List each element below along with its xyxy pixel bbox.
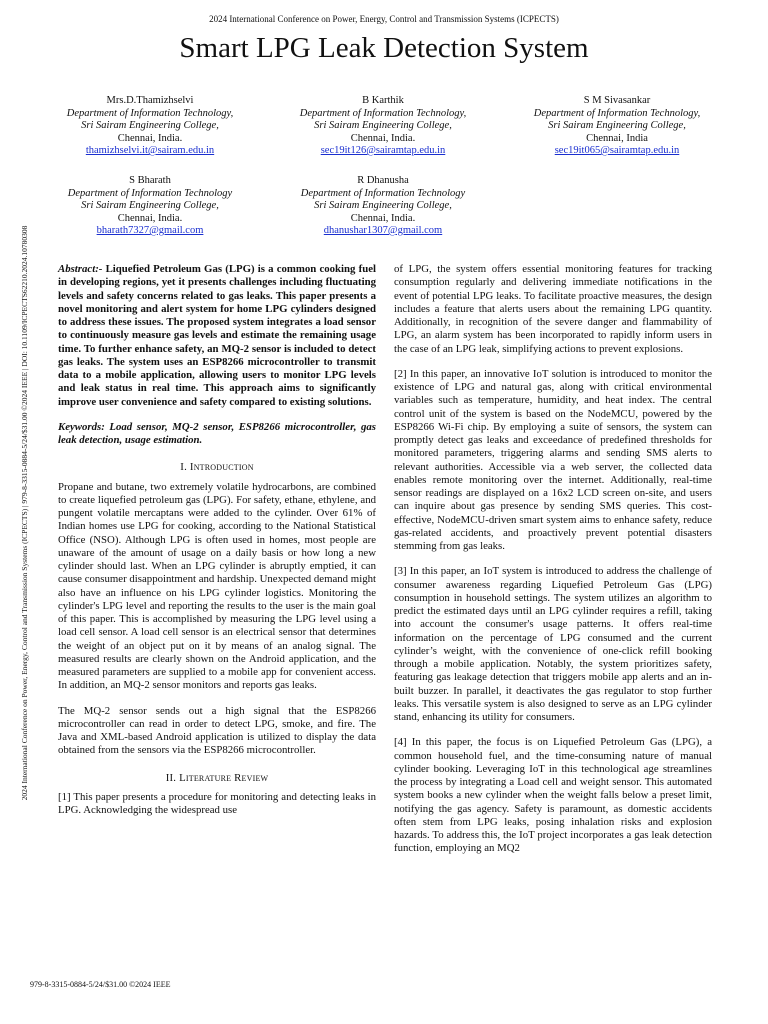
keywords: Keywords: Load sensor, MQ-2 sensor, ESP8266 microcontroller, gas leak detection, usage estimation.: [58, 420, 376, 446]
author-email-link[interactable]: dhanushar1307@gmail.com: [323, 225, 443, 236]
side-stamp: [20, 138, 32, 888]
author-block-1: [40, 95, 260, 158]
side-stamp-text: 2024 International Conference on Power, Energy, Control and Transmission Systems (ICPECTS) | 979-8-3315-0884-5/24/$31.00 ©2024 IEEE | DOI: 10.1109/ICPECTS62210.2024.10780308: [20, 225, 29, 801]
author-city: Chennai, India.: [350, 132, 416, 144]
lit-paragraph-3: [3] In this paper, an IoT system is introduced to address the challenge of consumer awareness regarding Liquefied Petroleum Gas (LPG) consumption in household settings. The system utilizes an algorithm to predict the estimated days until an LPG cylinder requires a refill, taking into account the consumer's usage patterns. It offers real-time information on the percentage of LPG consumed and the current cylinder’s weight, with the convenience of one-click refill booking through a mobile application. Notably, the system prioritizes safety, featuring gas leakage detection that triggers mobile app alerts and an in-built buzzer. In parallel, it deactivates the gas regulator to stop further leaks. This versatile system is also designed to serve as an LPG cylinder stand, enhancing its utility for consumers.: [394, 565, 712, 723]
author-city: Chennai, India.: [117, 212, 183, 224]
author-dept: Department of Information Technology: [67, 187, 233, 199]
author-email-link[interactable]: sec19it065@sairamtap.edu.in: [554, 145, 680, 156]
copyright-footer: 979-8-3315-0884-5/24/$31.00 ©2024 IEEE: [30, 980, 171, 989]
abstract-label: Abstract:-: [58, 263, 103, 275]
intro-paragraph-2: The MQ-2 sensor sends out a high signal that the ESP8266 microcontroller can read in order to detect LPG, smoke, and fire. The Java and XML-based Android application is utilized to display the data obtained from the sensors via the ESP8266 microcontroller.: [58, 704, 376, 757]
author-block-5: [273, 175, 493, 238]
section-heading-literature-review: [58, 772, 376, 785]
author-email-link[interactable]: bharath7327@gmail.com: [96, 225, 204, 236]
right-column: [394, 263, 712, 868]
section-numeral: I.: [180, 461, 187, 474]
author-city: Chennai, India.: [350, 212, 416, 224]
author-name: S Bharath: [129, 175, 171, 186]
author-email-link[interactable]: sec19it126@sairamtap.edu.in: [320, 145, 446, 156]
lit-paragraph-4: [4] In this paper, the focus is on Liquefied Petroleum Gas (LPG), a common household fuel, and the time-consuming nature of manual cylinder booking. Leveraging IoT in this technological age streamlines the process by integrating a Load cell and weight sensor. This automated system books a new cylinder when the weight falls below a preset limit, notifying the gas agency. Safety is paramount, as domestic accidents often stem from LPG leaks, posing inhalation risks and explosion hazards. To address this, the IoT project incorporates a gas leak detection function, employing an MQ2: [394, 736, 712, 855]
lit-paragraph-1-start: [1] This paper presents a procedure for monitoring and detecting leaks in LPG. Acknowledging the widespread use: [58, 790, 376, 816]
author-dept: Department of Information Technology,: [299, 107, 467, 119]
section-title: Literature Review: [179, 771, 269, 784]
author-college: Sri Sairam Engineering College,: [81, 120, 219, 131]
conference-header: 2024 International Conference on Power, Energy, Control and Transmission Systems (ICPECTS): [209, 14, 559, 24]
author-block-3: [507, 95, 727, 158]
author-college: Sri Sairam Engineering College,: [314, 120, 452, 131]
author-name: Mrs.D.Thamizhselvi: [106, 95, 194, 106]
author-city: Chennai, India: [586, 132, 648, 144]
lit-paragraph-2: [2] In this paper, an innovative IoT solution is introduced to monitor the existence of LPG and natural gas, along with critical environmental variables such as temperature, humidity, and heat index. The central control unit of the system is based on the NodeMCU, powered by the ESP8266 Wi-Fi chip. By employing a suite of sensors, the system can promptly detect gas leaks and exceedance of predefined thresholds for monitored parameters, triggering alarms and sending SMS alerts to relevant authorities. Accessible via a web server, the collected data enables remote monitoring over the internet. Additionally, real-time sensor readings are displayed on a 16x2 LCD screen on-site, and users can inquire about gas presence by sending SMS queries. This cost-effective, NodeMCU-driven smart system aims to enhance safety, reduce gas-related accidents, and proactively prevent potential disasters stemming from gas leaks.: [394, 367, 712, 552]
paper-title: Smart LPG Leak Detection System: [179, 32, 589, 64]
author-name: B Karthik: [362, 95, 404, 106]
author-block-4: [40, 175, 260, 238]
left-column: [58, 263, 376, 829]
author-dept: Department of Information Technology: [300, 187, 466, 199]
author-email-link[interactable]: thamizhselvi.it@sairam.edu.in: [85, 145, 215, 156]
section-numeral: II.: [165, 771, 177, 784]
author-college: Sri Sairam Engineering College,: [314, 200, 452, 211]
lit-paragraph-1-continued: of LPG, the system offers essential monitoring features for tracking consumption regularly and delivering immediate notifications in the event of potential LPG leaks. To facilitate proactive measures, the design includes a feature that alerts users about the remaining LPG quantity. Additionally, in recognition of the severe danger and flammability of LPG, an alarm system has been incorporated to rapidly inform users in the case of an LPG leak, simplifying actions to prevent explosions.: [394, 263, 712, 355]
author-college: Sri Sairam Engineering College,: [548, 120, 686, 131]
author-dept: Department of Information Technology,: [66, 107, 234, 119]
author-name: S M Sivasankar: [583, 95, 651, 106]
section-title: Introduction: [189, 461, 254, 474]
author-college: Sri Sairam Engineering College,: [81, 200, 219, 211]
abstract-text: Liquefied Petroleum Gas (LPG) is a common cooking fuel in developing regions, yet it presents challenges including fluctuating levels and safety concerns related to gas leaks. This paper presents a novel monitoring and alert system for home LPG cylinders designed to address these issues. The proposed system integrates a load sensor to continuously measure gas levels and estimate the remaining usage time. To further enhance safety, an MQ-2 sensor is included to detect gas leaks. The system uses an ESP8266 microcontroller to transmit data to a mobile application, allowing users to monitor LPG levels and leak status in real time. This approach aims to significantly improve user convenience and safety compared to existing solutions.: [58, 263, 376, 408]
intro-paragraph-1: Propane and butane, two extremely volatile hydrocarbons, are combined to create liquefied petroleum gas (LPG). For safety, ethane, ethylene, and pungent volatile mercaptans were added to the cylinder. Over 61% of Indian homes use LPG for cooking, according to the National Statistical Office (NSO). Although LPG is often used in homes, most people are unaware of the amount of usage on a daily basis or how long a new cylinder should last. When an LPG cylinder is abruptly emptied, it can cause consumer disappointment and hardship. Unexpected demand might also have an influence on his LPG cylinder logistics. Monitoring the cylinder's LPG level and reporting the results to the user is the main goal of this paper. This is accomplished by measuring the LPG level using a load cell sensor. A load cell sensor is an electrical sensor that determines the weight of an object put on it by means of an analog signal. The measured results are clearly shown on the Android application, and the measured parameters are supplied to a mobile app for convenient access. In addition, an MQ-2 sensor monitors and reports gas leaks.: [58, 480, 376, 692]
section-heading-introduction: [58, 461, 376, 474]
author-name: R Dhanusha: [357, 175, 409, 186]
author-block-2: [273, 95, 493, 158]
author-city: Chennai, India.: [117, 132, 183, 144]
abstract: [58, 263, 376, 409]
author-dept: Department of Information Technology,: [533, 107, 701, 119]
